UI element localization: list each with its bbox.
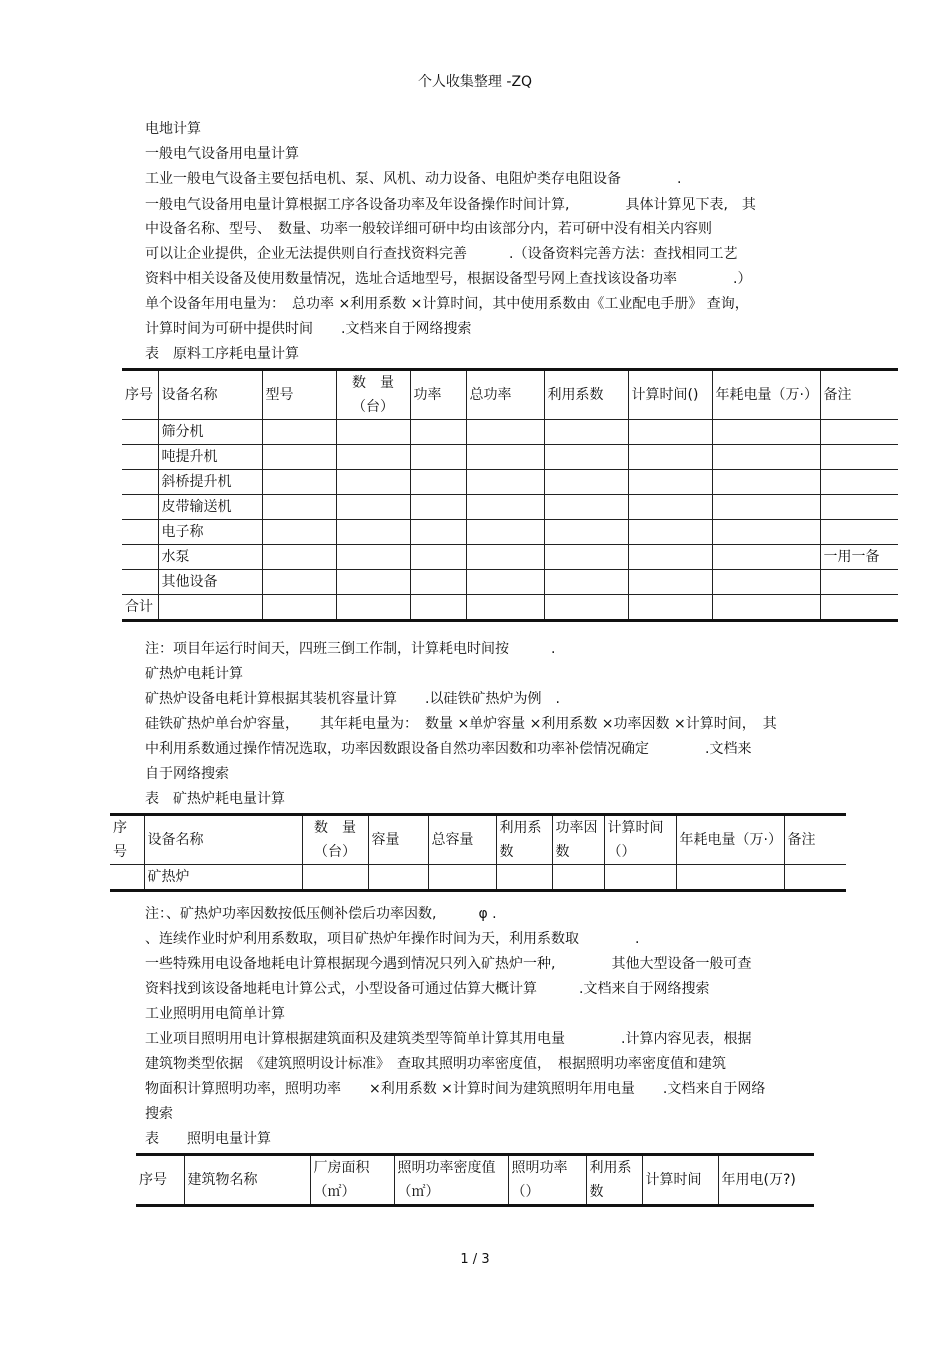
note-line: 、连续作业时炉利用系数取，项目矿热炉年操作时间为天，利用系数取 . <box>145 931 640 947</box>
equipment-name: 水泵 <box>158 545 262 570</box>
header-cell: 年耗电量（万·） <box>676 815 784 865</box>
text-line: 矿热炉设备电耗计算根据其装机容量计算 .以硅铁矿热炉为例 . <box>145 691 560 707</box>
header-cell: 功率 <box>410 370 466 420</box>
header-cell: 备注 <box>820 370 898 420</box>
subsection-title: 工业照明用电简单计算 <box>145 1006 285 1022</box>
row-number <box>122 520 158 545</box>
equipment-name: 斜桥提升机 <box>158 470 262 495</box>
text-line: 中设备名称、型号、 数量、功率一般较详细可研中均由该部分内，若可研中没有相关内容则 <box>145 221 712 237</box>
table-header-row <box>136 1155 814 1206</box>
table-row <box>122 470 898 495</box>
equipment-name: 其他设备 <box>158 570 262 595</box>
row-note <box>820 570 898 595</box>
row-number <box>122 495 158 520</box>
row-number <box>122 570 158 595</box>
section-title: 电地计算 <box>145 121 201 137</box>
row-note <box>820 470 898 495</box>
subsection-title: 矿热炉电耗计算 <box>145 666 243 682</box>
table-lighting-power <box>136 1153 814 1207</box>
table-header-row <box>110 815 846 865</box>
header-cell: 总容量 <box>428 815 496 865</box>
header-cell: 设备名称 <box>144 815 302 865</box>
subsection-title: 一般电气设备用电量计算 <box>145 146 299 162</box>
header-cell: 计算时间 <box>642 1155 718 1206</box>
header-cell: 序号 <box>122 370 158 420</box>
text-line: 资料中相关设备及使用数量情况，选址合适地型号，根据设备型号网上查找该设备功率 .） <box>145 271 752 287</box>
equipment-name: 吨提升机 <box>158 445 262 470</box>
text-line: 硅铁矿热炉单台炉容量， 其年耗电量为： 数量 ×单炉容量 ×利用系数 ×功率因数 ×计算时间， 其 <box>145 716 777 732</box>
text-line: 一些特殊用电设备地耗电计算根据现今遇到情况只列入矿热炉一种, 其他大型设备一般可查 <box>145 956 752 972</box>
text-line: 单个设备年用电量为： 总功率 ×利用系数 ×计算时间，其中使用系数由《工业配电手册》 查询， <box>145 296 749 312</box>
table-row <box>122 420 898 445</box>
equipment-name: 皮带输送机 <box>158 495 262 520</box>
header-cell: 数 量（台） <box>302 815 368 865</box>
row-number <box>122 445 158 470</box>
row-number <box>122 420 158 445</box>
header-cell: 利用系数 <box>586 1155 642 1206</box>
table-row <box>122 520 898 545</box>
header-cell: 年耗电量（万·） <box>712 370 820 420</box>
text-line: 自于网络搜索 <box>145 766 229 782</box>
table-row <box>122 495 898 520</box>
table-caption: 表 原料工序耗电量计算 <box>145 346 299 362</box>
row-note <box>820 445 898 470</box>
header-cell: 序号 <box>110 815 144 865</box>
table-caption: 表 矿热炉耗电量计算 <box>145 791 285 807</box>
table-caption: 表 照明电量计算 <box>145 1131 271 1147</box>
equipment-name: 电子称 <box>158 520 262 545</box>
header-cell: 照明功率密度值（㎡） <box>394 1155 508 1206</box>
page-header: 个人收集整理 -ZQ <box>417 74 533 90</box>
table-furnace-power <box>110 813 846 892</box>
text-line: 工业项目照明用电计算根据建筑面积及建筑类型等简单计算其用电量 .计算内容见表，根据 <box>145 1031 752 1047</box>
header-cell: 建筑物名称 <box>184 1155 310 1206</box>
text-line: 可以让企业提供，企业无法提供则自行查找资料完善 .（设备资料完善方法：查找相同工艺 <box>145 246 738 262</box>
row-note <box>820 420 898 445</box>
header-cell: 利用系数 <box>496 815 552 865</box>
table-row <box>122 545 898 570</box>
text-line: 物面积计算照明功率，照明功率 ×利用系数 ×计算时间为建筑照明年用电量 .文档来自于网络 <box>145 1081 766 1097</box>
header-cell: 设备名称 <box>158 370 262 420</box>
text-line: 搜索 <box>145 1106 173 1122</box>
text-line: 计算时间为可研中提供时间 .文档来自于网络搜索 <box>145 321 472 337</box>
row-note <box>820 495 898 520</box>
header-cell: 数 量（台） <box>336 370 410 420</box>
header-cell: 利用系数 <box>544 370 628 420</box>
table-row <box>122 570 898 595</box>
header-cell: 容量 <box>368 815 428 865</box>
header-cell: 序号 <box>136 1155 184 1206</box>
header-cell: 计算时间() <box>628 370 712 420</box>
header-cell: 厂房面积（㎡） <box>310 1155 394 1206</box>
header-cell: 功率因数 <box>552 815 604 865</box>
header-cell: 计算时间（） <box>604 815 676 865</box>
text-line: 建筑物类型依据 《建筑照明设计标准》 查取其照明功率密度值， 根据照明功率密度值和建筑 <box>145 1056 726 1072</box>
table-total-row <box>122 595 898 621</box>
text-line: 中利用系数通过操作情况选取，功率因数跟设备自然功率因数和功率补偿情况确定 .文档来 <box>145 741 752 757</box>
row-note: 一用一备 <box>820 545 898 570</box>
total-label: 合计 <box>122 595 158 621</box>
row-note <box>820 520 898 545</box>
header-cell: 型号 <box>262 370 336 420</box>
table-row <box>110 865 846 891</box>
note-line: 注：项目年运行时间天，四班三倒工作制，计算耗电时间按 . <box>145 641 556 657</box>
header-cell: 照明功率（） <box>508 1155 586 1206</box>
table-raw-material-power <box>122 368 898 622</box>
page-number: 1 / 3 <box>460 1252 490 1267</box>
header-cell: 年用电(万?) <box>718 1155 814 1206</box>
equipment-name: 矿热炉 <box>144 865 302 891</box>
text-line: 资料找到该设备地耗电计算公式，小型设备可通过估算大概计算 .文档来自于网络搜索 <box>145 981 710 997</box>
table-header-row <box>122 370 898 420</box>
table-row <box>122 445 898 470</box>
text-line: 一般电气设备用电量计算根据工序各设备功率及年设备操作时间计算, 具体计算见下表, 其 <box>145 197 756 213</box>
row-number <box>122 470 158 495</box>
text-line: 工业一般电气设备主要包括电机、泵、风机、动力设备、电阻炉类存电阻设备 . <box>145 171 682 187</box>
note-line: 注：、矿热炉功率因数按低压侧补偿后功率因数, φ . <box>145 906 497 922</box>
header-cell: 备注 <box>784 815 846 865</box>
row-number <box>122 545 158 570</box>
header-cell: 总功率 <box>466 370 544 420</box>
equipment-name: 筛分机 <box>158 420 262 445</box>
